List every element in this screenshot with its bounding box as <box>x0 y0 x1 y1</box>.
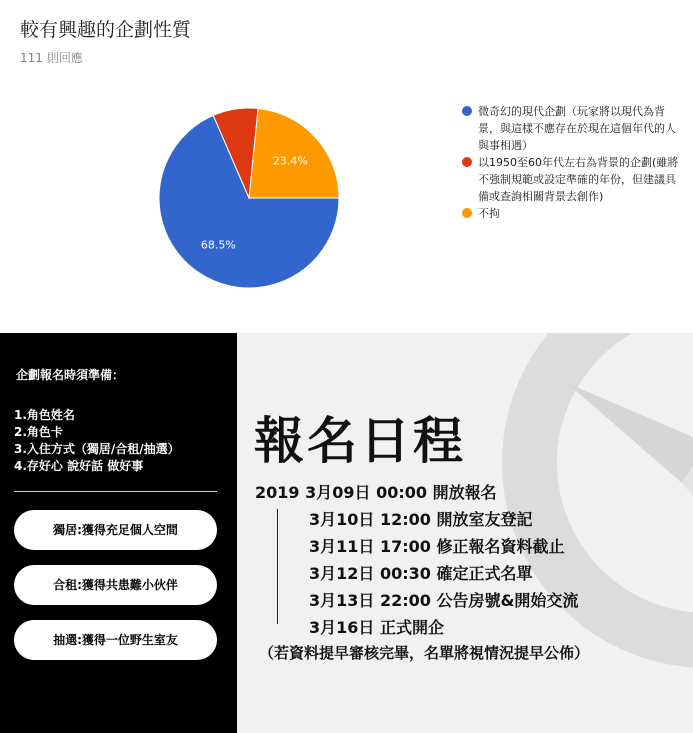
prep-title: 企劃報名時須準備： <box>16 368 125 382</box>
schedule-line: 3月10日 12:00 開放室友登記 <box>309 510 533 529</box>
schedule-panel <box>237 333 693 733</box>
option-pill-draw: 抽選:獲得一位野生室友 <box>14 620 217 660</box>
slice-label: 68.5% <box>200 238 236 252</box>
preparation-panel <box>0 333 237 733</box>
legend-item[interactable] <box>462 154 684 205</box>
slice-label: 23.4% <box>272 154 308 168</box>
option-pill-solo: 獨居:獲得充足個人空間 <box>14 510 217 550</box>
survey-chart-card <box>0 0 693 333</box>
legend-dot <box>462 157 472 167</box>
schedule-line: 3月13日 22:00 公告房號&開始交流 <box>309 591 579 610</box>
legend-item[interactable] <box>462 205 684 222</box>
schedule-line: 3月12日 00:30 確定正式名單 <box>309 564 533 583</box>
response-count-number: 111 <box>20 51 43 65</box>
prep-item: 1.角色姓名 <box>14 408 75 422</box>
prep-item: 3.入住方式（獨居/合租/抽選） <box>14 442 180 456</box>
legend-dot <box>462 208 472 218</box>
legend-label: 不拘 <box>478 207 500 220</box>
option-pill-shared: 合租:獲得共患難小伙伴 <box>14 565 217 605</box>
schedule-line: 2019 3月09日 00:00 開放報名 <box>255 483 497 502</box>
event-poster-image <box>0 333 693 733</box>
legend-item[interactable] <box>462 103 684 154</box>
chart-legend <box>462 103 684 222</box>
legend-dot <box>462 106 472 116</box>
pie-slice[interactable] <box>249 108 339 198</box>
prep-item: 4.存好心 說好話 做好事 <box>14 459 144 473</box>
prep-list <box>14 407 180 475</box>
schedule-line: 3月16日 正式開企 <box>309 618 444 637</box>
divider <box>14 491 217 492</box>
timeline-bar <box>277 509 278 624</box>
schedule-line: 3月11日 17:00 修正報名資料截止 <box>309 537 565 556</box>
legend-label: 以1950至60年代左右為背景的企劃(雖將不強制規範或設定準確的年份，但建議具備或查詢相關背景去創作) <box>478 156 679 203</box>
response-count-label: 則回應 <box>46 51 83 65</box>
legend-label: 微奇幻的現代企劃（玩家將以現代為背景，與這樣不應存在於現在這個年代的人與事相遇） <box>478 105 676 152</box>
prep-item: 2.角色卡 <box>14 425 63 439</box>
compass-decoration <box>237 333 693 733</box>
schedule-title: 報名日程 <box>254 412 466 470</box>
chart-title: 較有興趣的企劃性質 <box>20 19 192 41</box>
schedule-note: （若資料提早審核完畢，名單將視情況提早公佈） <box>259 644 590 662</box>
